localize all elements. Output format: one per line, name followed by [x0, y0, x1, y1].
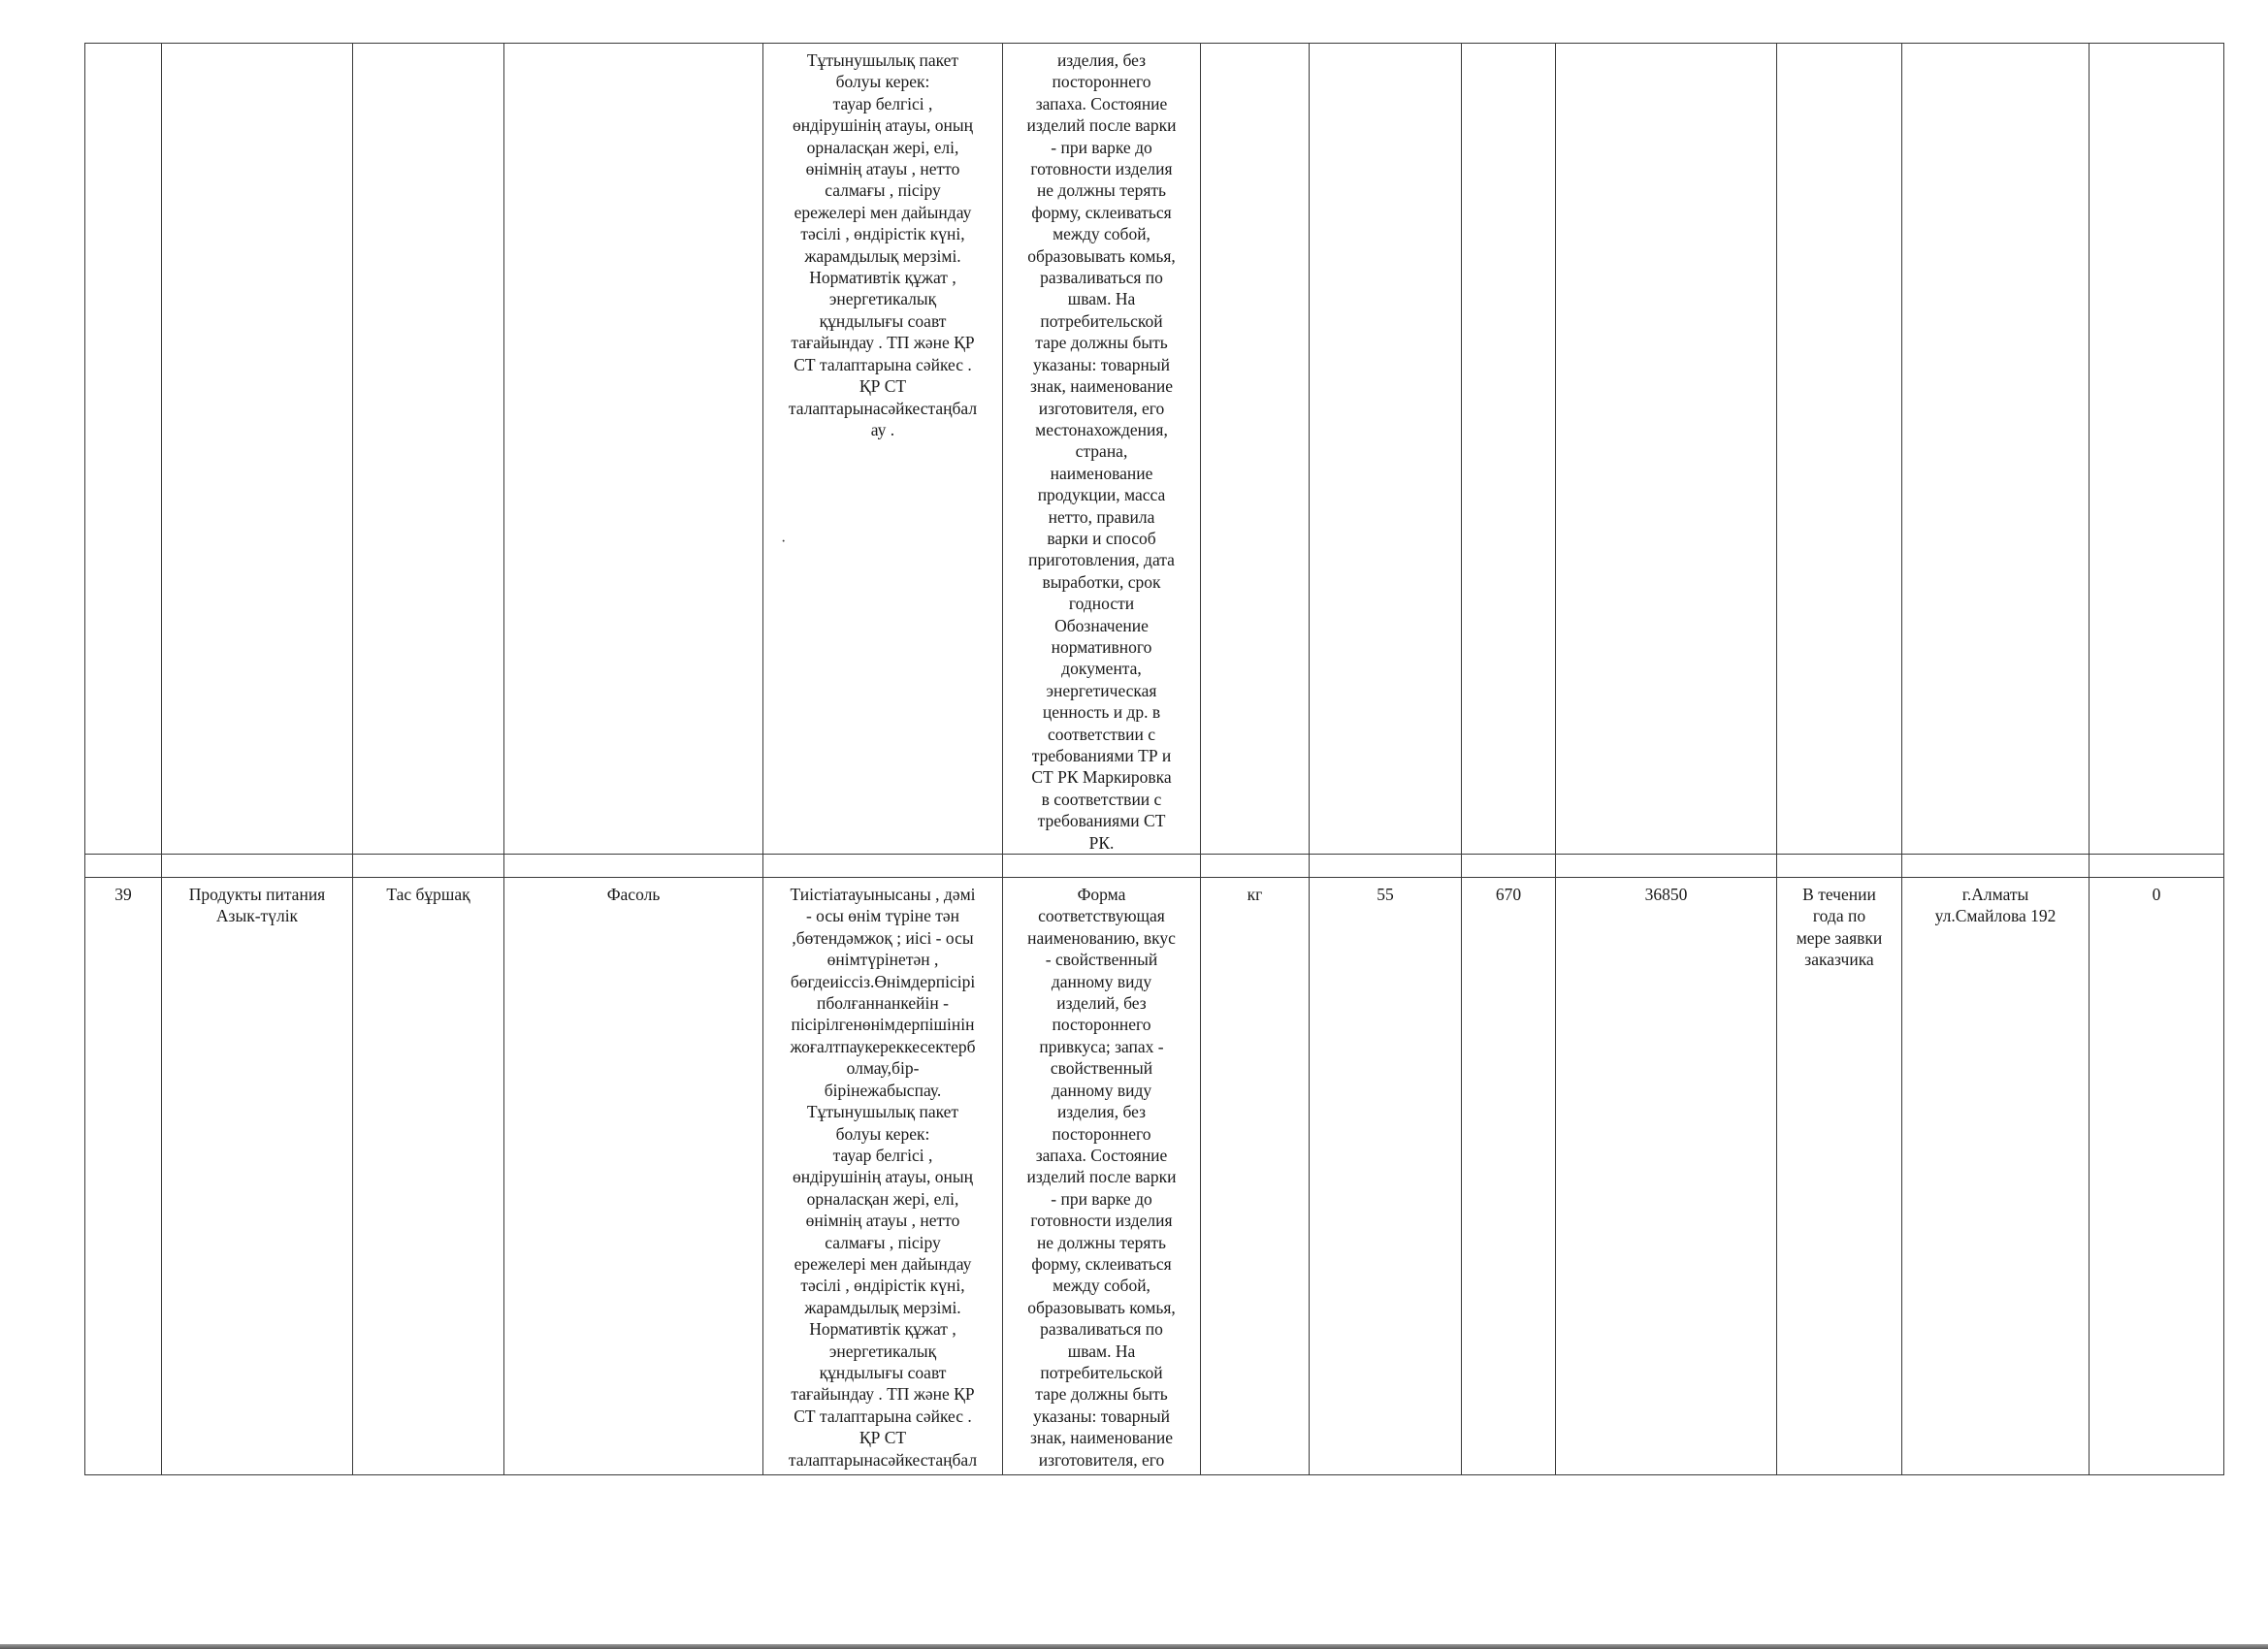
cell-name-ru — [504, 44, 763, 855]
cell-description-kz: Тұтынушылық пакет болуы керек: тауар белгісі , өндірушінің атауы, оның орналасқан жері, елі, өнімнің атауы , нетто салмағы , пісіру ережелері мен дайындау тәсілі , өндірістік күні, жарамдылық мерзімі. Нормативтік құжат , энергетикалық құндылығы соавт тағайындау . ТП және ҚР СТ талаптарына сәйкес . ҚР СТ талаптарынасәйкестаңбал ау . — [763, 44, 1003, 855]
cell-description-ru: изделия, без постороннего запаха. Состояние изделий после варки - при варке до готовности изделия не должны терять форму, склеиваться между собой, образовывать комья, разваливаться по швам. На потребительской таре должны быть указаны: товарный знак, наименование изготовителя, его местонахождения, страна, наименование продукции, масса нетто, правила варки и способ приготовления, дата выработки, срок годности Обозначение нормативного документа, энергетическая ценность и др. в соответствии с требованиями ТР и СТ РК Маркировка в соответствии с требованиями СТ РК. — [1003, 44, 1201, 855]
spacer-cell — [1902, 855, 2090, 878]
cell-amount — [1556, 44, 1777, 855]
cell-quantity: 55 — [1310, 878, 1462, 1475]
cell-name-ru: Фасоль — [504, 878, 763, 1475]
cell-number: 39 — [85, 878, 162, 1475]
cell-delivery-term — [1777, 44, 1902, 855]
spacer-cell — [2090, 855, 2224, 878]
table-row-spacer — [85, 855, 2224, 878]
scan-edge-bar — [0, 1644, 2268, 1649]
table-row-39 — [85, 878, 2224, 1475]
cell-number — [85, 44, 162, 855]
spacer-cell — [1310, 855, 1462, 878]
cell-advance: 0 — [2090, 878, 2224, 1475]
spacer-cell — [1462, 855, 1556, 878]
cell-unit — [1201, 44, 1310, 855]
cell-delivery-place: г.Алматы ул.Смайлова 192 — [1902, 878, 2090, 1475]
procurement-table — [84, 43, 2224, 1475]
cell-advance — [2090, 44, 2224, 855]
cell-quantity — [1310, 44, 1462, 855]
stray-mark: · — [781, 534, 787, 550]
cell-amount: 36850 — [1556, 878, 1777, 1475]
cell-category — [162, 44, 353, 855]
cell-unit: кг — [1201, 878, 1310, 1475]
spacer-cell — [1777, 855, 1902, 878]
cell-description-kz: Тиістіатауынысаны , дәмі - осы өнім түріне тән ,бөтендәмжоқ ; иісі - осы өнімтүрінетән , бөгдеиіссіз.Өнімдерпісірі пболғаннанкейін - пісірілгенөнімдерпішінін жоғалтпаукереккесектерб олмау,бір- бірінежабыспау. Тұтынушылық пакет болуы керек: тауар белгісі , өндірушінің атауы, оның орналасқан жері, елі, өнімнің атауы , нетто салмағы , пісіру ережелері мен дайындау тәсілі , өндірістік күні, жарамдылық мерзімі. Нормативтік құжат , энергетикалық құндылығы соавт тағайындау . ТП және ҚР СТ талаптарына сәйкес . ҚР СТ талаптарынасәйкестаңбал — [763, 878, 1003, 1475]
cell-name-kz: Тас бұршақ — [353, 878, 504, 1475]
spacer-cell — [1556, 855, 1777, 878]
spacer-cell — [85, 855, 162, 878]
spacer-cell — [763, 855, 1003, 878]
table-row-continued — [85, 44, 2224, 855]
spacer-cell — [162, 855, 353, 878]
cell-price: 670 — [1462, 878, 1556, 1475]
cell-description-ru: Форма соответствующая наименованию, вкус - свойственный данному виду изделий, без постороннего привкуса; запах - свойственный данному виду изделия, без постороннего запаха. Состояние изделий после варки - при варке до готовности изделия не должны терять форму, склеиваться между собой, образовывать комья, разваливаться по швам. На потребительской таре должны быть указаны: товарный знак, наименование изготовителя, его — [1003, 878, 1201, 1475]
spacer-cell — [353, 855, 504, 878]
spacer-cell — [504, 855, 763, 878]
cell-name-kz — [353, 44, 504, 855]
cell-delivery-place — [1902, 44, 2090, 855]
cell-category: Продукты питания Азык-түлік — [162, 878, 353, 1475]
cell-price — [1462, 44, 1556, 855]
spacer-cell — [1003, 855, 1201, 878]
cell-delivery-term: В течении года по мере заявки заказчика — [1777, 878, 1902, 1475]
spacer-cell — [1201, 855, 1310, 878]
